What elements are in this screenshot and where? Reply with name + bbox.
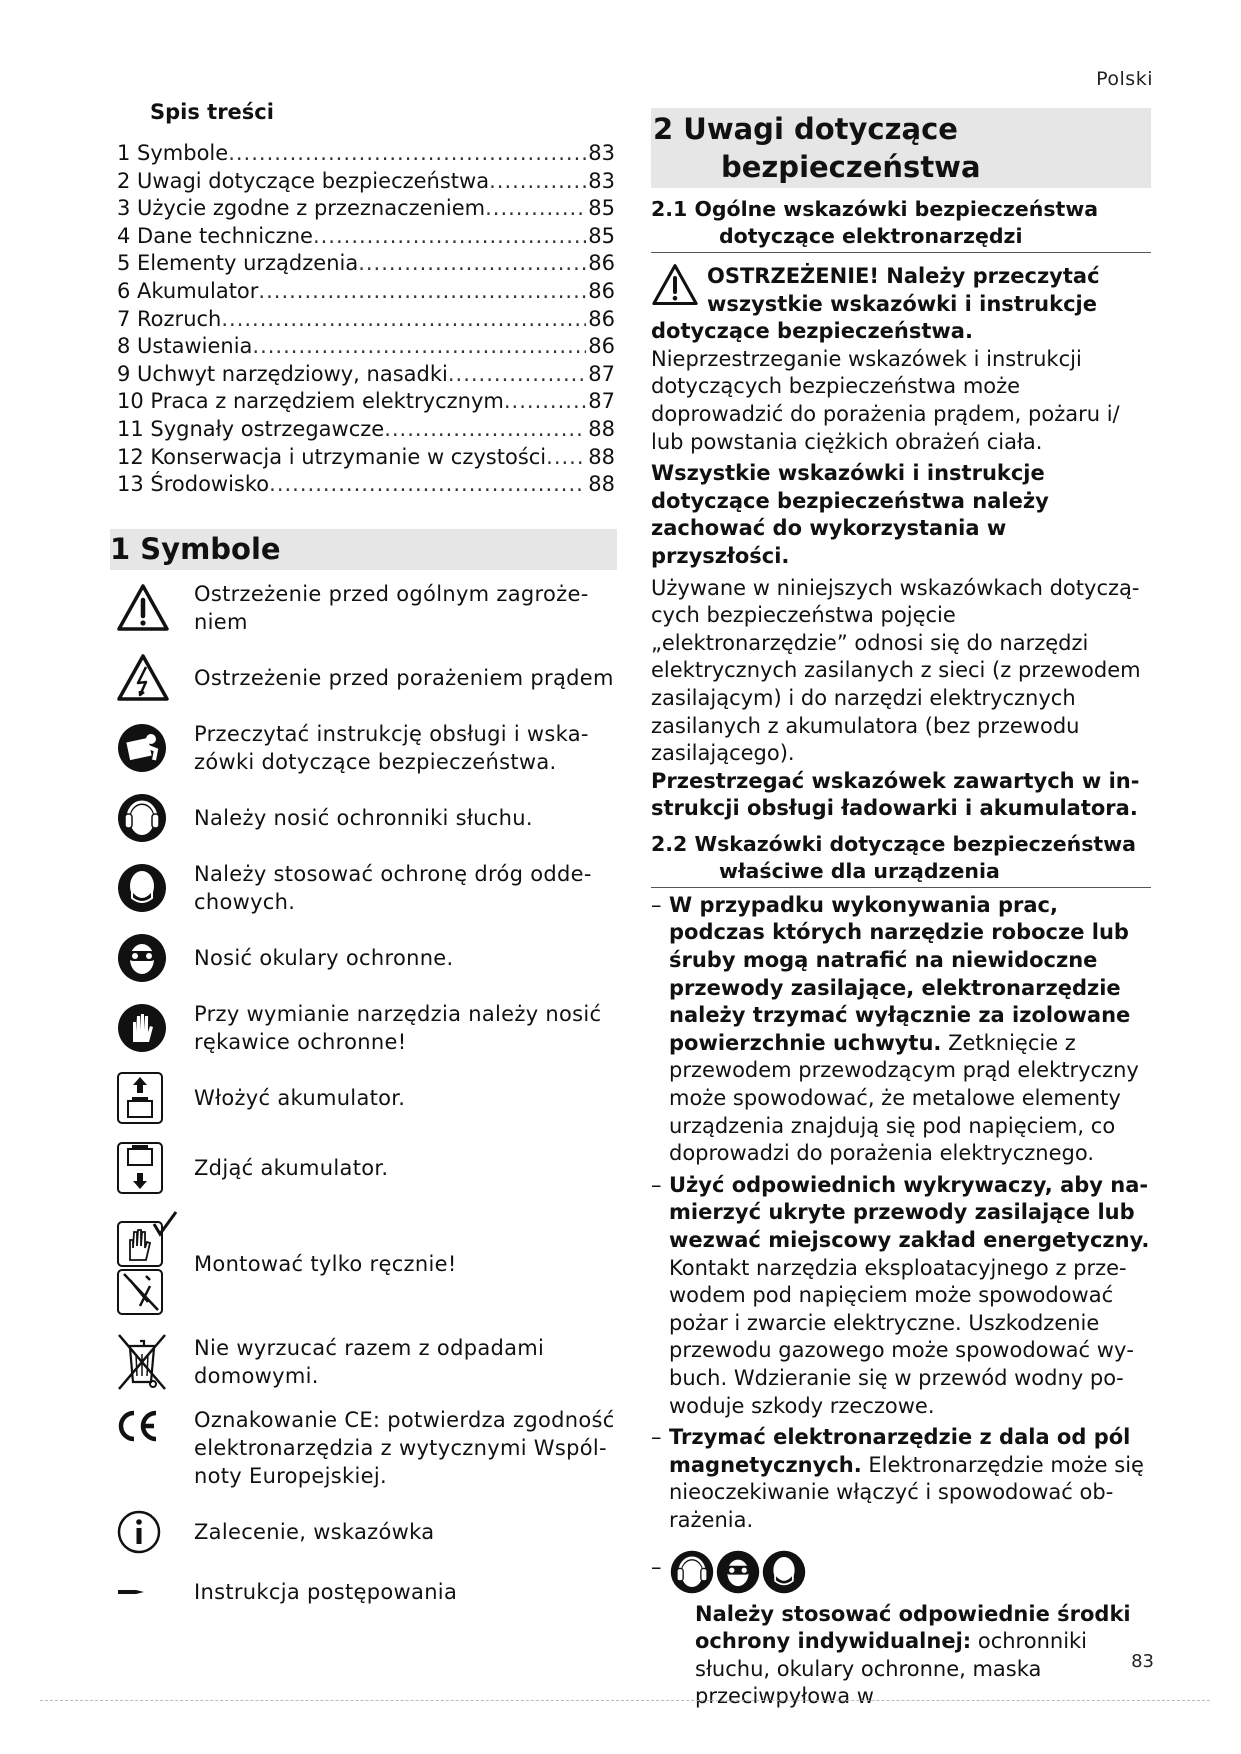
symbol-description: Nosić okulary ochronne. bbox=[194, 945, 454, 970]
toc-item[interactable]: 6 Akumulator ..... 86 bbox=[117, 278, 615, 306]
left-column bbox=[110, 100, 615, 1624]
electric-shock-icon bbox=[110, 650, 194, 706]
ppe-note: Należy stosować odpowiednie środki ochrony indywidualnej: ochronniki słuchu, okulary ochronne, maska przeciwpyłowa w bbox=[695, 1601, 1131, 1709]
toc-item[interactable]: 7 Rozruch ..... 86 bbox=[117, 306, 615, 334]
symbol-row bbox=[110, 1000, 615, 1056]
symbol-row bbox=[110, 720, 615, 776]
symbol-row bbox=[110, 1070, 615, 1126]
language-label: Polski bbox=[1096, 68, 1153, 90]
symbol-description: Ostrzeżenie przed ogólnym zagrożeniem bbox=[194, 581, 589, 634]
symbol-description: Instrukcja postępowania bbox=[194, 1579, 458, 1604]
toc-item[interactable]: 4 Dane techniczne ..... 85 bbox=[117, 223, 615, 251]
list-item: – W przypadku wykonywania prac, podczas których narzędzie robocze lub śruby mogą natrafić na niewidoczne przewody zasilające, elektronarzędzie należy trzymać wyłącznie za izolowane powierzchnie uchwytu. Zetknięcie z przewodem przewodzącym prąd elektryczny może spowodować, że metalowe elementy urządzenia znajdują się pod napięciem, co doprowadzi do porażenia elektrycznego. bbox=[651, 892, 1139, 1166]
symbol-row bbox=[110, 1210, 615, 1318]
instruction-arrow-icon bbox=[110, 1574, 194, 1610]
info-icon bbox=[110, 1504, 194, 1560]
respiratory-protection-icon bbox=[110, 860, 194, 916]
list-item: – Trzymać elektronarzędzie z dala od pól magnetycznych. Elektronarzędzie może się nieoczekiwanie włączyć i spowodować obrażenia. bbox=[651, 1425, 1144, 1532]
symbol-description: Oznakowanie CE: potwierdza zgodność elektronarzędzia z wytycznymi Wspólnoty Europejskiej. bbox=[194, 1407, 615, 1488]
symbol-description: Należy nosić ochronniki słuchu. bbox=[194, 805, 533, 830]
toc-item[interactable]: 11 Sygnały ostrzegawcze ..... 88 bbox=[117, 416, 615, 444]
safety-goggles-icon bbox=[110, 930, 194, 986]
warning-triangle-icon bbox=[110, 580, 194, 636]
section-heading-symbols: 1 Symbole bbox=[110, 529, 617, 570]
symbol-description: Zalecenie, wskazówka bbox=[194, 1519, 435, 1544]
hand-mount-only-icon bbox=[110, 1210, 194, 1318]
insert-battery-icon bbox=[110, 1070, 194, 1126]
right-column bbox=[651, 108, 1151, 1711]
protective-gloves-icon bbox=[110, 1000, 194, 1056]
ce-mark-icon bbox=[110, 1406, 194, 1446]
symbol-row bbox=[110, 1332, 615, 1392]
remove-battery-icon bbox=[110, 1140, 194, 1196]
warning-paragraph: OSTRZEŻENIE! Należy przeczytać wszystkie wskazówki i instrukcje dotyczące bezpieczeństwa. Nieprzestrzeganie wskazówek i instrukcji dotyczących bezpieczeństwa może doprowadzić do porażenia prądem, pożaru i/ lub powstania ciężkich obrażeń ciała. bbox=[651, 264, 1120, 454]
symbol-row bbox=[110, 1140, 615, 1196]
warning-triangle-icon bbox=[651, 263, 707, 315]
symbol-row bbox=[110, 790, 615, 846]
symbol-description: Przy wymianie narzędzia należy nosić rękawice ochronne! bbox=[194, 1001, 602, 1054]
toc-item[interactable]: 3 Użycie zgodne z przeznaczeniem ..... 85 bbox=[117, 195, 615, 223]
subsection-heading-general: 2.1 Ogólne wskazówki bezpieczeństwa dotyczące elektronarzędzi bbox=[651, 196, 1151, 253]
symbol-row bbox=[110, 930, 615, 986]
symbol-description: Montować tylko ręcznie! bbox=[194, 1251, 457, 1276]
symbol-list bbox=[110, 580, 615, 1610]
toc-item[interactable]: 5 Elementy urządzenia ..... 86 bbox=[117, 250, 615, 278]
symbol-row bbox=[110, 650, 615, 706]
list-item: – Użyć odpowiednich wykrywaczy, aby namierzyć ukryte przewody zasilające lub wezwać miejscowy zakład energetyczny. Kontakt narzędzia eksploatacyjnego z przewodem pod napięciem może spowodować pożar i zwarcie elektryczne. Uszkodzenie przewodu gazowego może spowodować wybuch. Wdzieranie się w przewód wodny powoduje szkody rzeczowe. bbox=[651, 1172, 1150, 1418]
symbol-description: Zdjąć akumulator. bbox=[194, 1155, 389, 1180]
safety-goggles-icon bbox=[715, 1549, 761, 1595]
section-heading-safety: 2 Uwagi dotyczące bezpieczeństwa bbox=[651, 108, 1151, 188]
toc-item[interactable]: 12 Konserwacja i utrzymanie w czystości ..... 88 bbox=[117, 444, 615, 472]
symbol-description: Należy stosować ochronę dróg oddechowych. bbox=[194, 861, 592, 914]
symbol-row bbox=[110, 580, 615, 636]
symbol-description: Włożyć akumulator. bbox=[194, 1085, 406, 1110]
read-manual-icon bbox=[110, 720, 194, 776]
ppe-icons bbox=[669, 1549, 1151, 1595]
toc-item[interactable]: 1 Symbole ..... 83 bbox=[117, 140, 615, 168]
symbol-description: Nie wyrzucać razem z odpadami domowymi. bbox=[194, 1335, 545, 1388]
toc-item[interactable]: 10 Praca z narzędziem elektrycznym ..... 87 bbox=[117, 388, 615, 416]
keep-instructions-note: Wszystkie wskazówki i instrukcje dotyczące bezpieczeństwa należy zachować do wykorzystania w przyszłości. bbox=[651, 461, 1049, 568]
toc-item[interactable]: 13 Środowisko ..... 88 bbox=[117, 471, 615, 499]
subsection-heading-device: 2.2 Wskazówki dotyczące bezpieczeństwa właściwe dla urządzenia bbox=[651, 831, 1151, 888]
term-definition: Używane w niniejszych wskazówkach dotyczących bezpieczeństwa pojęcie „elektronarzędzie” odnosi się do narzędzi elektrycznych zasilanych z sieci (z przewodem zasilającym) i do narzędzi elektrycznych zasilanych z akumulatora (bez przewodu zasilającego). bbox=[651, 575, 1141, 766]
toc-item[interactable]: 8 Ustawienia ..... 86 bbox=[117, 333, 615, 361]
symbol-row bbox=[110, 1406, 615, 1490]
symbol-row bbox=[110, 860, 615, 916]
crossed-bin-icon bbox=[110, 1332, 194, 1392]
symbol-row bbox=[110, 1504, 615, 1560]
page-number: 83 bbox=[1131, 1651, 1154, 1672]
toc-item[interactable]: 9 Uchwyt narzędziowy, nasadki ..... 87 bbox=[117, 361, 615, 389]
toc-item[interactable]: 2 Uwagi dotyczące bezpieczeństwa ..... 83 bbox=[117, 168, 615, 196]
toc-title: Spis treści bbox=[150, 100, 274, 124]
symbol-description: Przeczytać instrukcję obsługi i wskazówki dotyczące bezpieczeństwa. bbox=[194, 721, 589, 774]
bottom-rule bbox=[40, 1700, 1210, 1701]
charger-note: Przestrzegać wskazówek zawartych w instrukcji obsługi ładowarki i akumulatora. bbox=[651, 768, 1140, 821]
list-item: – bbox=[651, 1541, 1151, 1595]
ear-protection-icon bbox=[110, 790, 194, 846]
symbol-description: Ostrzeżenie przed porażeniem prądem bbox=[194, 665, 614, 690]
respiratory-protection-icon bbox=[761, 1549, 807, 1595]
symbol-row bbox=[110, 1574, 615, 1610]
table-of-contents bbox=[110, 140, 615, 499]
ear-protection-icon bbox=[669, 1549, 715, 1595]
